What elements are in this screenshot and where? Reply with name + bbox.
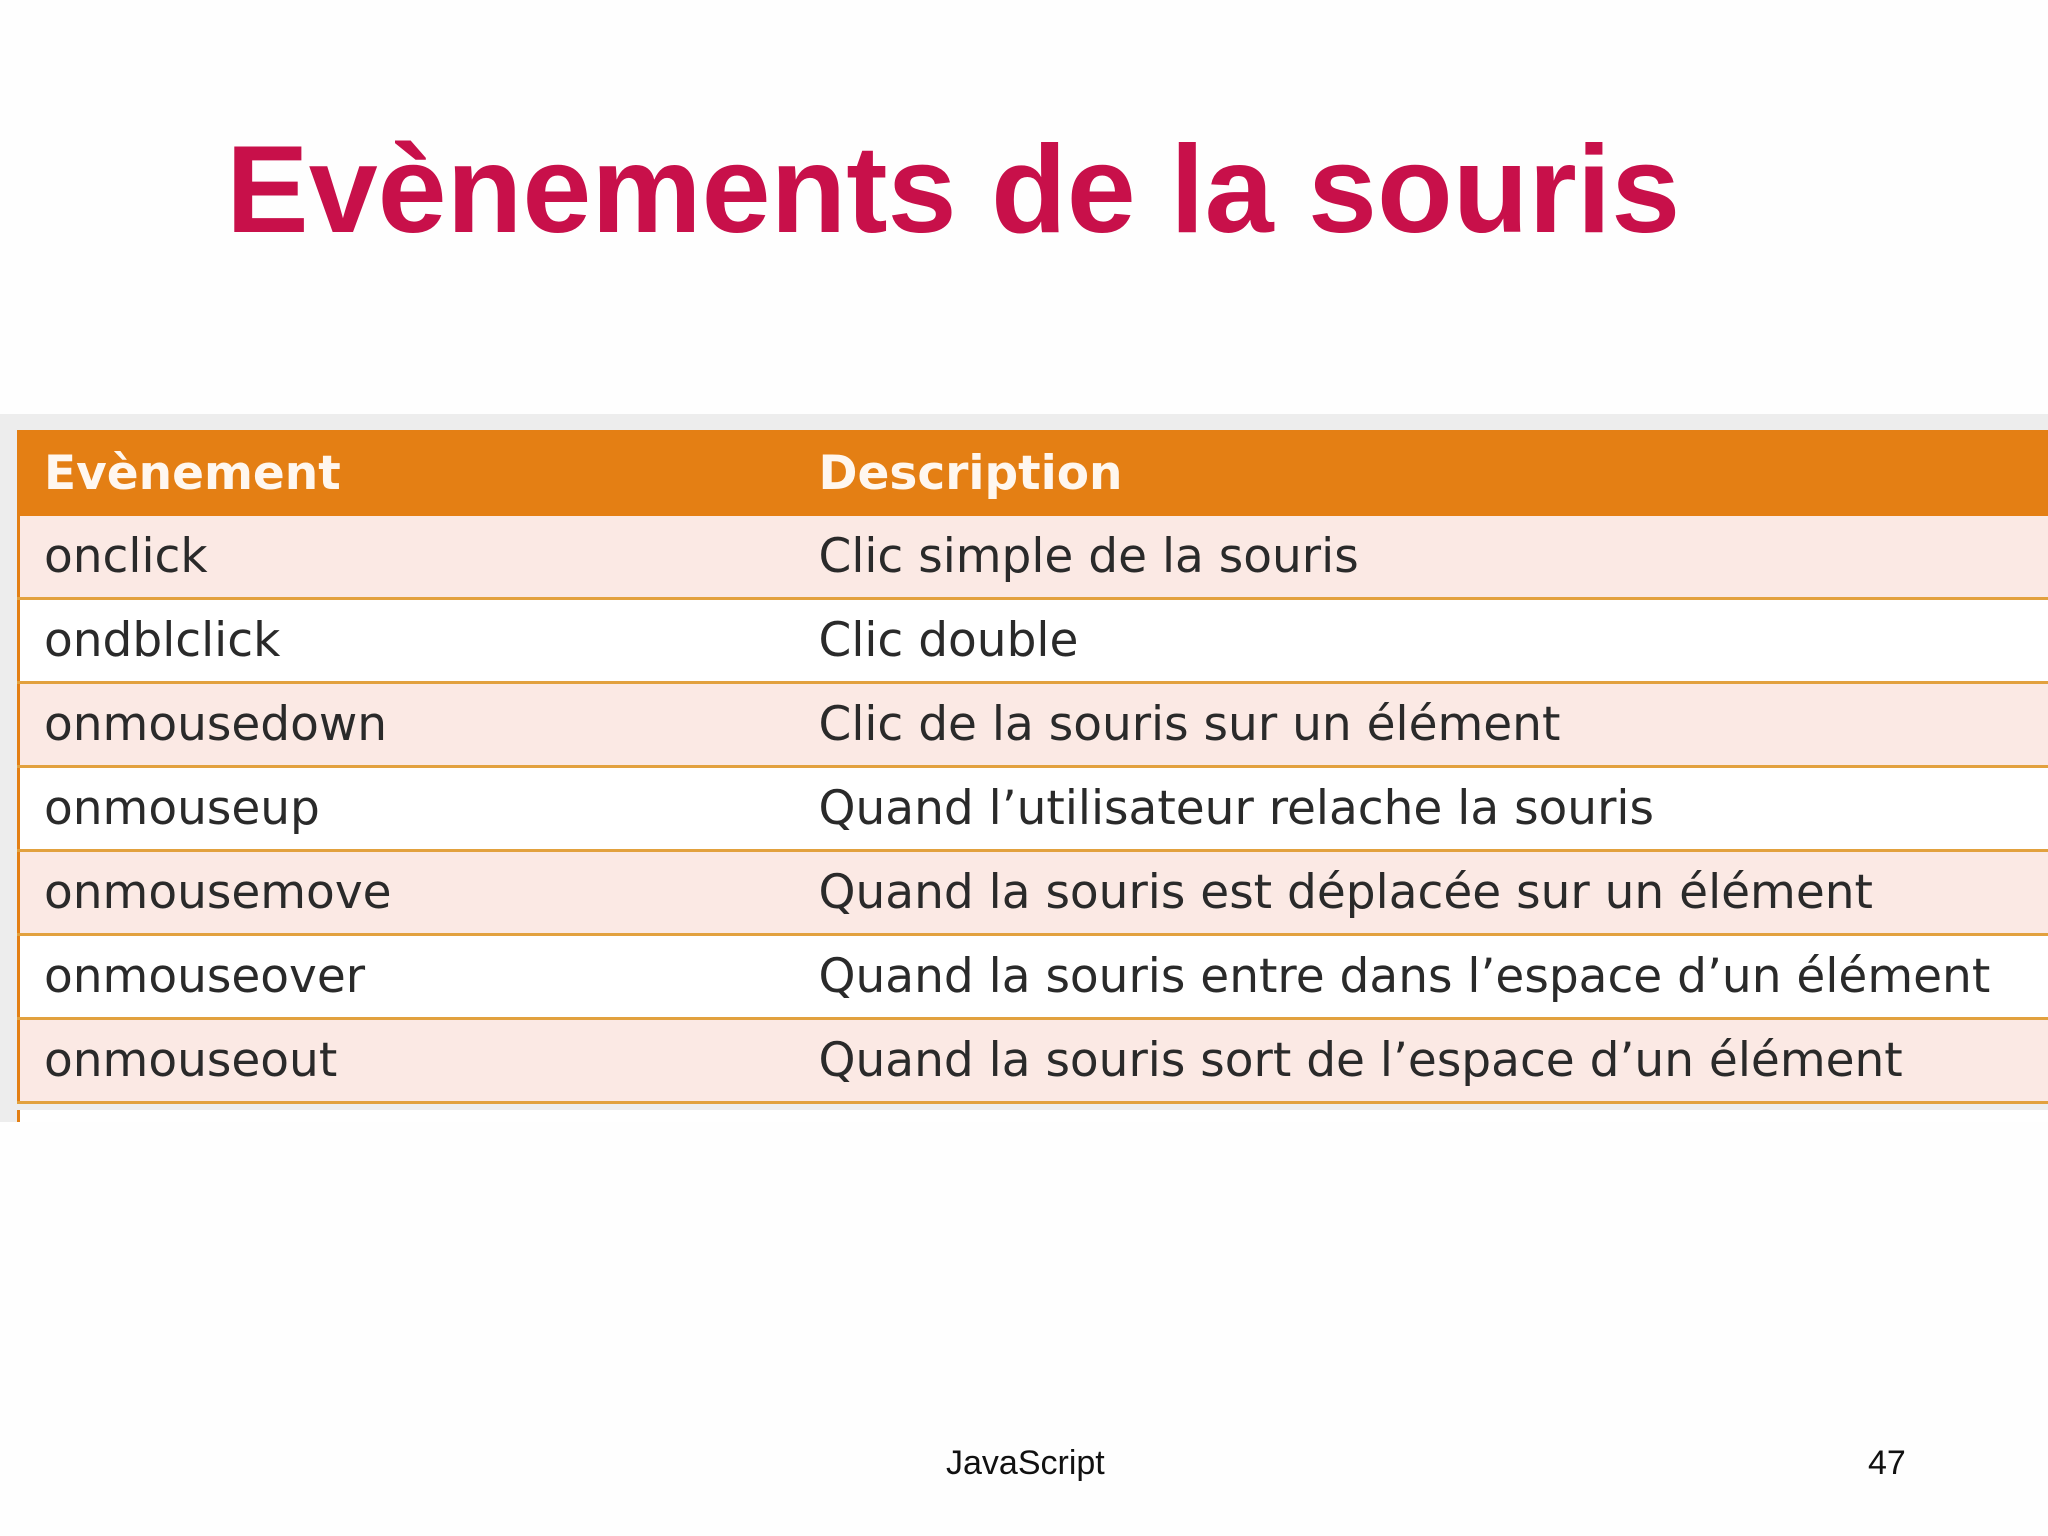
- table-row: [19, 683, 2048, 767]
- table-row: [19, 935, 2048, 1019]
- event-name-cell: onmouseout: [19, 1019, 795, 1103]
- event-description-cell: Clic de la souris sur un élément: [795, 683, 2048, 767]
- event-description-cell: Quand la souris entre dans l’espace d’un élément: [795, 935, 2048, 1019]
- page-number: 47: [1868, 1444, 1906, 1482]
- table-screenshot: [0, 414, 2048, 1122]
- table-row: [19, 1019, 2048, 1103]
- event-name-cell: ondblclick: [19, 599, 795, 683]
- event-description-cell: Quand la souris sort de l’espace d’un élément: [795, 1019, 2048, 1103]
- event-name-cell: onmouseover: [19, 935, 795, 1019]
- event-description-cell: Quand l’utilisateur relache la souris: [795, 767, 2048, 851]
- event-description-cell: Clic simple de la souris: [795, 516, 2048, 599]
- table-row: [19, 851, 2048, 935]
- event-name-cell: onmousemove: [19, 851, 795, 935]
- header-description: Description: [795, 430, 2048, 516]
- table-next-row-edge: [17, 1110, 2048, 1122]
- table-header-row: [19, 430, 2048, 516]
- table-row: [19, 599, 2048, 683]
- event-name-cell: onmouseup: [19, 767, 795, 851]
- event-description-cell: Quand la souris est déplacée sur un élément: [795, 851, 2048, 935]
- event-name-cell: onclick: [19, 516, 795, 599]
- header-event: Evènement: [19, 430, 795, 516]
- slide-title: Evènements de la souris: [226, 121, 1681, 259]
- events-table: [17, 430, 2048, 1104]
- footer-label: JavaScript: [946, 1444, 1105, 1482]
- event-name-cell: onmousedown: [19, 683, 795, 767]
- table-row: [19, 516, 2048, 599]
- table-row: [19, 767, 2048, 851]
- event-description-cell: Clic double: [795, 599, 2048, 683]
